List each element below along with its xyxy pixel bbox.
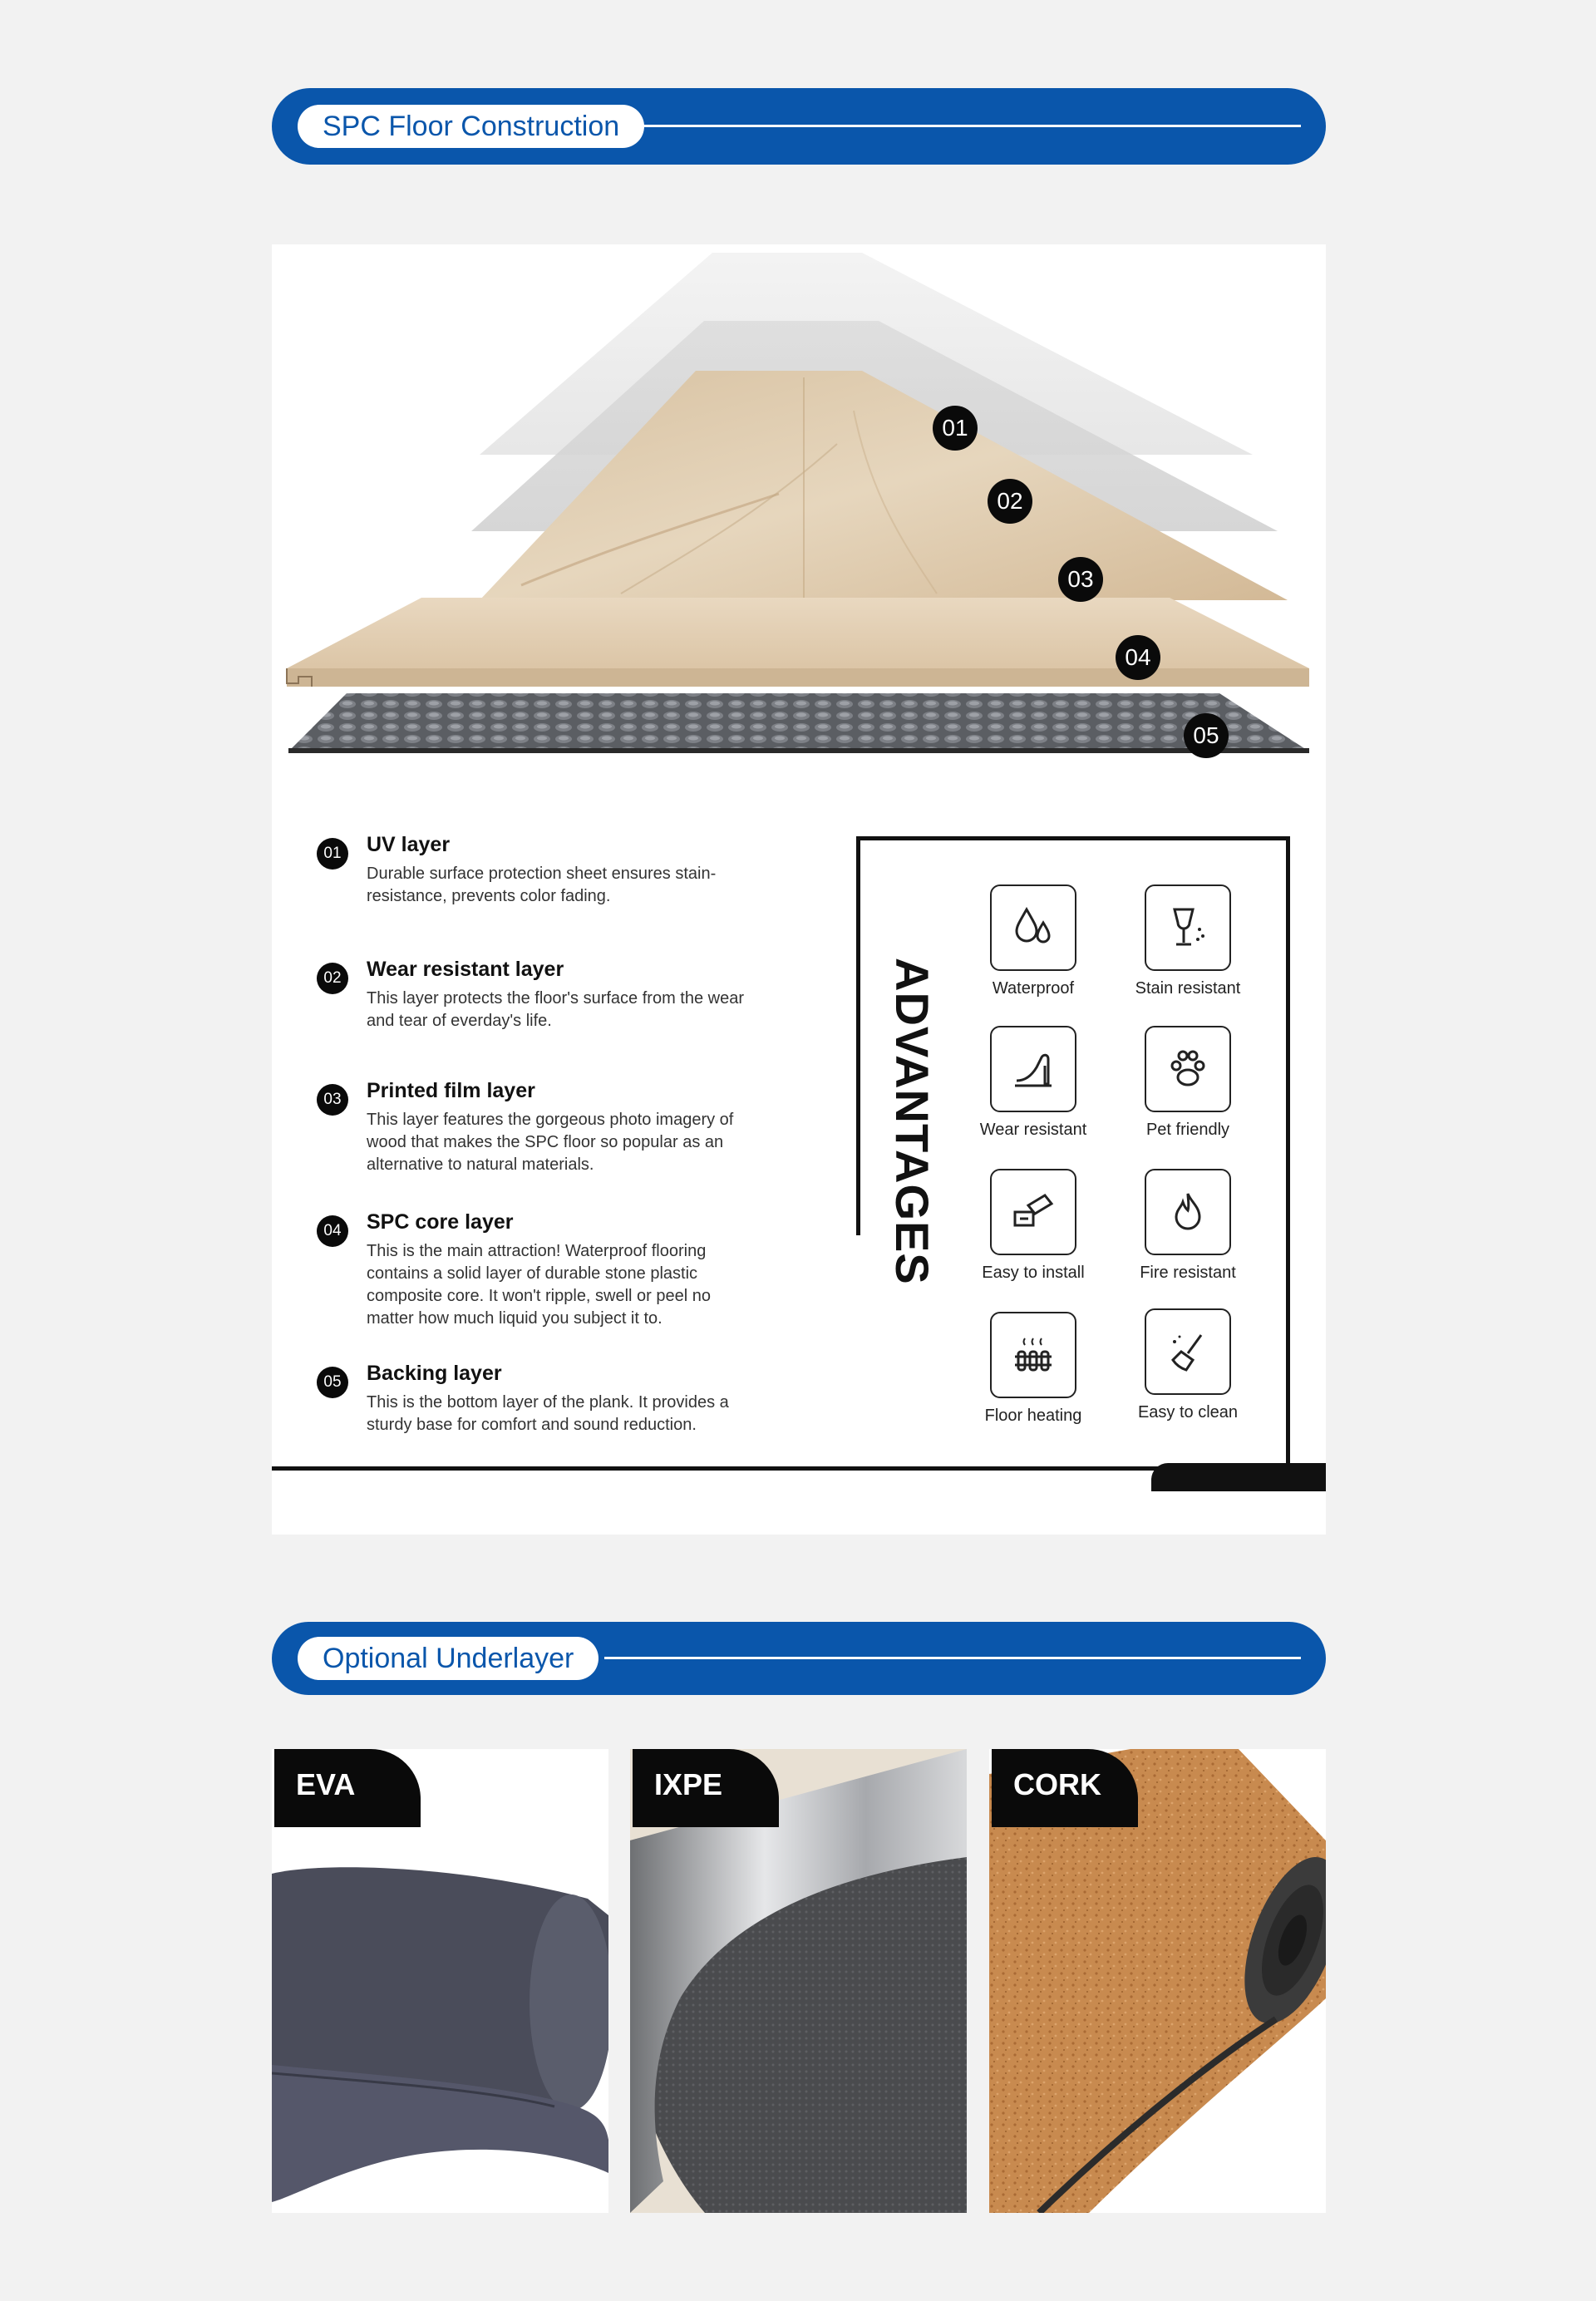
advantage-easy-to-clean — [1113, 1308, 1263, 1422]
underlayer-label: CORK — [1013, 1767, 1101, 1801]
layer-description: This is the main attraction! Waterproof flooring contains a solid layer of durable stone plastic composite core. It won't ripple, swell or peel no matter how much liquid you subject it to. — [367, 1242, 712, 1328]
paw-icon — [1145, 1026, 1231, 1112]
construction-title: SPC Floor Construction — [298, 105, 644, 148]
advantage-waterproof — [958, 884, 1108, 998]
diagram-badge-05: 05 — [1184, 713, 1229, 758]
advantage-pet-friendly — [1113, 1026, 1263, 1140]
advantage-easy-to-install — [958, 1169, 1108, 1283]
layer-title: SPC core layer — [367, 1210, 514, 1234]
advantage-stain-resistant — [1113, 884, 1263, 998]
advantages-frame-right — [1286, 836, 1290, 1468]
diagram-badge-03: 03 — [1058, 557, 1103, 602]
advantages-frame-left — [856, 836, 860, 1235]
floor-layers-illustration — [272, 244, 1326, 776]
advantage-floor-heating — [958, 1312, 1108, 1426]
layer-number: 02 — [317, 963, 348, 994]
layer-number: 04 — [317, 1215, 348, 1247]
advantage-label: Fire resistant — [1140, 1264, 1236, 1282]
underlayer-label: EVA — [296, 1767, 356, 1801]
advantage-label: Easy to install — [982, 1264, 1085, 1282]
layer-number: 03 — [317, 1084, 348, 1116]
layer-title: Backing layer — [367, 1362, 502, 1385]
advantage-label: Floor heating — [984, 1407, 1082, 1425]
layer-description: Durable surface protection sheet ensures stain-resistance, prevents color fading. — [367, 865, 717, 905]
advantage-label: Waterproof — [992, 979, 1075, 998]
underlayer-card-cork — [989, 1749, 1326, 2213]
advantage-wear-resistant — [958, 1026, 1108, 1140]
underlayer-tag — [992, 1749, 1138, 1827]
advantage-fire-resistant — [1113, 1169, 1263, 1283]
layer-title: Printed film layer — [367, 1079, 535, 1102]
layer-number: 01 — [317, 838, 348, 870]
diagram-badge-01: 01 — [933, 406, 978, 451]
radiator-icon — [990, 1312, 1076, 1398]
advantage-label: Pet friendly — [1145, 1121, 1230, 1139]
layer-description: This is the bottom layer of the plank. It provides a sturdy base for comfort and sound reduction. — [367, 1393, 729, 1434]
advantages-frame-top — [856, 836, 1290, 840]
wine-glass-icon — [1145, 884, 1231, 971]
underlayer-title: Optional Underlayer — [298, 1637, 598, 1680]
underlayer-card-ixpe — [630, 1749, 967, 2213]
advantage-label: Stain resistant — [1135, 979, 1241, 998]
underlayer-label: IXPE — [654, 1767, 723, 1801]
advantages-frame-bottom — [272, 1466, 1290, 1471]
underlayer-tag — [633, 1749, 779, 1827]
diagram-badge-04: 04 — [1116, 635, 1160, 680]
construction-banner — [272, 88, 1326, 165]
broom-icon — [1145, 1308, 1231, 1395]
flame-icon — [1145, 1169, 1231, 1255]
construction-card — [272, 244, 1326, 1535]
layer-description: This layer protects the floor's surface from the wear and tear of everday's life. — [367, 989, 744, 1030]
banner-divider — [638, 125, 1301, 127]
advantages-frame-tab — [1151, 1463, 1326, 1491]
water-drops-icon — [990, 884, 1076, 971]
high-heel-icon — [990, 1026, 1076, 1112]
diagram-badge-02: 02 — [988, 479, 1032, 524]
banner-divider — [604, 1657, 1301, 1659]
underlayer-banner — [272, 1622, 1326, 1695]
underlayer-tag — [274, 1749, 421, 1827]
advantage-label: Easy to clean — [1137, 1403, 1239, 1421]
underlayer-card-eva — [272, 1749, 608, 2213]
advantage-label: Wear resistant — [979, 1121, 1087, 1139]
advantages-title: ADVANTAGES — [886, 958, 938, 1285]
backing-layer-sheet — [288, 693, 1309, 751]
layer-number: 05 — [317, 1367, 348, 1398]
layer-title: Wear resistant layer — [367, 958, 564, 981]
layer-title: UV layer — [367, 833, 451, 856]
layer-description: This layer features the gorgeous photo imagery of wood that makes the SPC floor so popular as an alternative to natural materials. — [367, 1111, 734, 1174]
plank-install-icon — [990, 1169, 1076, 1255]
